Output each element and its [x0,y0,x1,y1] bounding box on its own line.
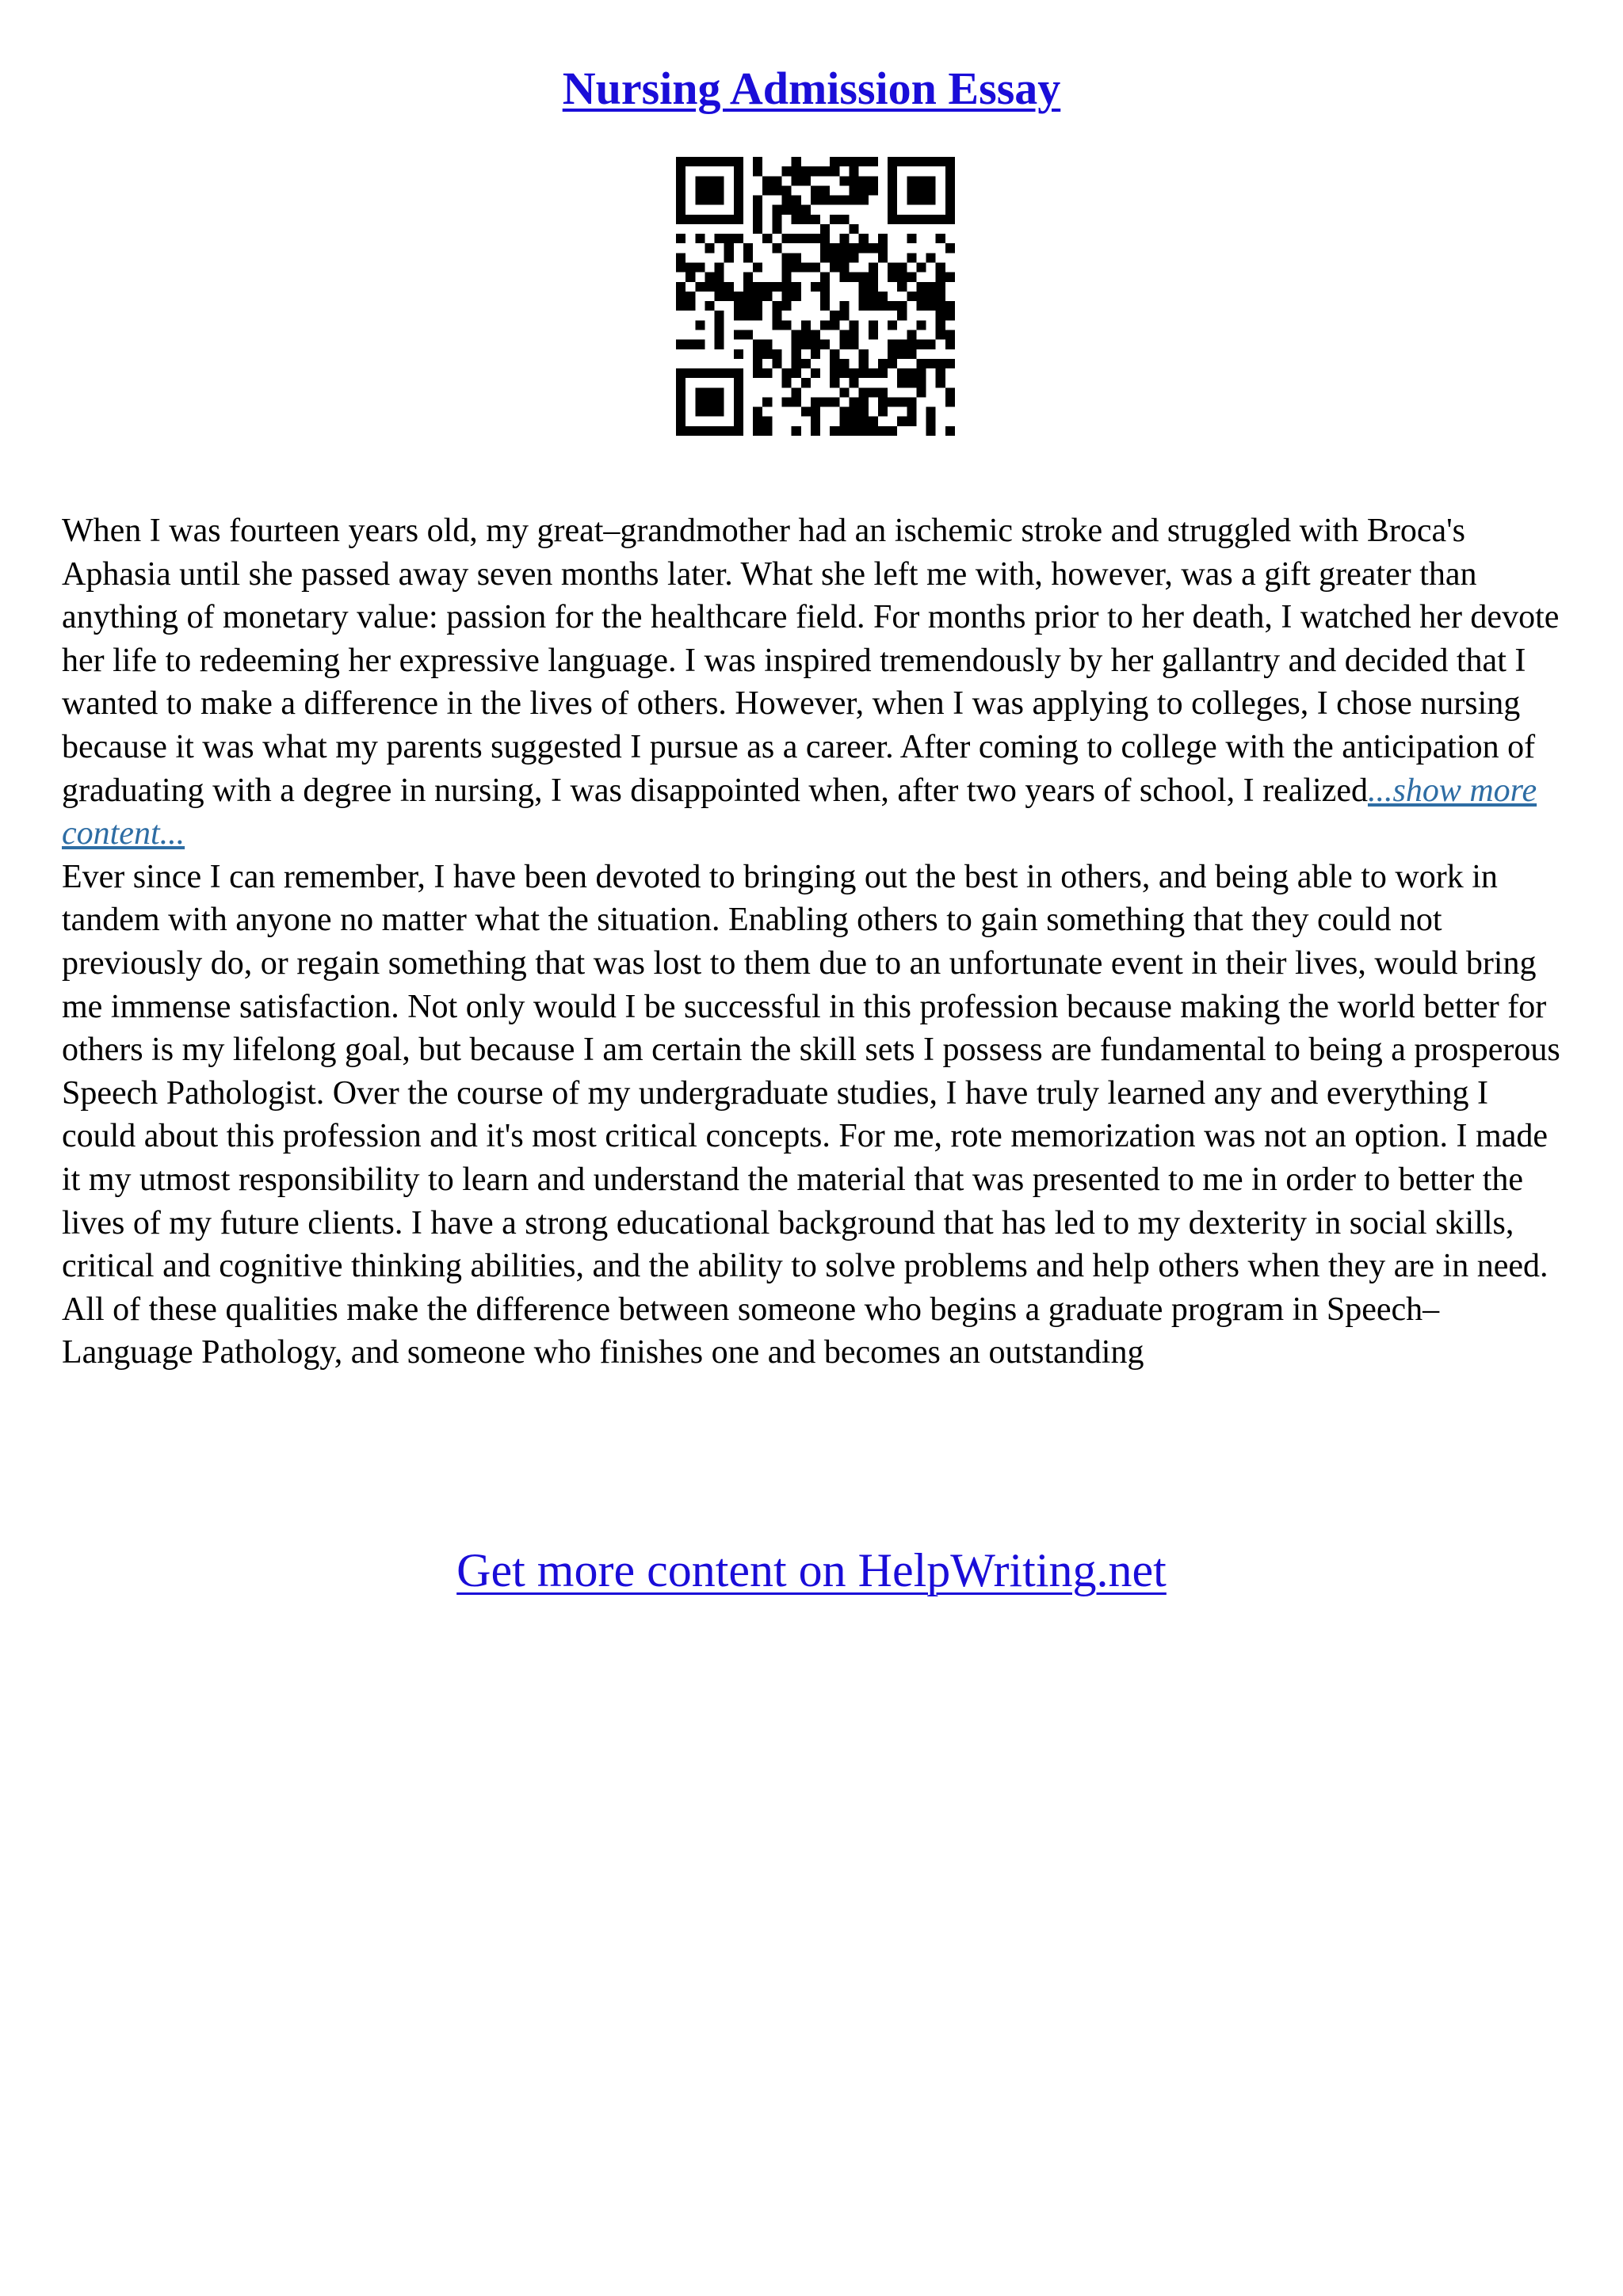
document-title [0,57,1623,120]
essay-paragraph-2: Ever since I can remember, I have been devoted to bringing out the best in others, and being able to work in tandem with anyone no matter what the situation. Enabling others to gain something that they could not previously do, or regain something that was lost to them due to an unfortunate event in their lives, would bring me immense satisfaction. Not only would I be successful in this profession because making the world better for others is my lifelong goal, but because I am certain the skill sets I possess are fundamental to being a prosperous Speech Pathologist. Over the course of my undergraduate studies, I have truly learned any and everything I could about this profession and it's most critical concepts. For me, rote memorization was not an option. I made it my utmost responsibility to learn and understand the material that was presented to me in order to better the lives of my future clients. I have a strong educational background that has led to my dexterity in social skills, critical and cognitive thinking abilities, and the ability to solve problems and help others when they are in need. All of these qualities make the difference between someone who begins a graduate program in Speech–Language Pathology, and someone who finishes one and becomes an outstanding [62,858,1560,1371]
helpwriting-link[interactable]: Get more content on HelpWriting.net [456,1544,1167,1596]
qr-code-icon [676,157,955,436]
footer [0,1539,1623,1602]
essay-paragraph-1 [62,509,1568,856]
title-link[interactable]: Nursing Admission Essay [562,63,1061,114]
show-more-link[interactable]: ...show more content... [62,772,1537,852]
paragraph-1-text: When I was fourteen years old, my great–grandmother had an ischemic stroke and struggled with Broca's Aphasia until she passed away seven months later. What she left me with, however, was a gift greater than anything of monetary value: passion for the healthcare field. For months prior to her death, I watched her devote her life to redeeming her expressive language. I was inspired tremendously by her gallantry and decided that I wanted to make a difference in the lives of others. However, when I was applying to colleges, I chose nursing because it was what my parents suggested I pursue as a career. After coming to college with the anticipation of graduating with a degree in nursing, I was disappointed when, after two years of school, I realized [62,513,1560,809]
essay-body [62,509,1568,1375]
